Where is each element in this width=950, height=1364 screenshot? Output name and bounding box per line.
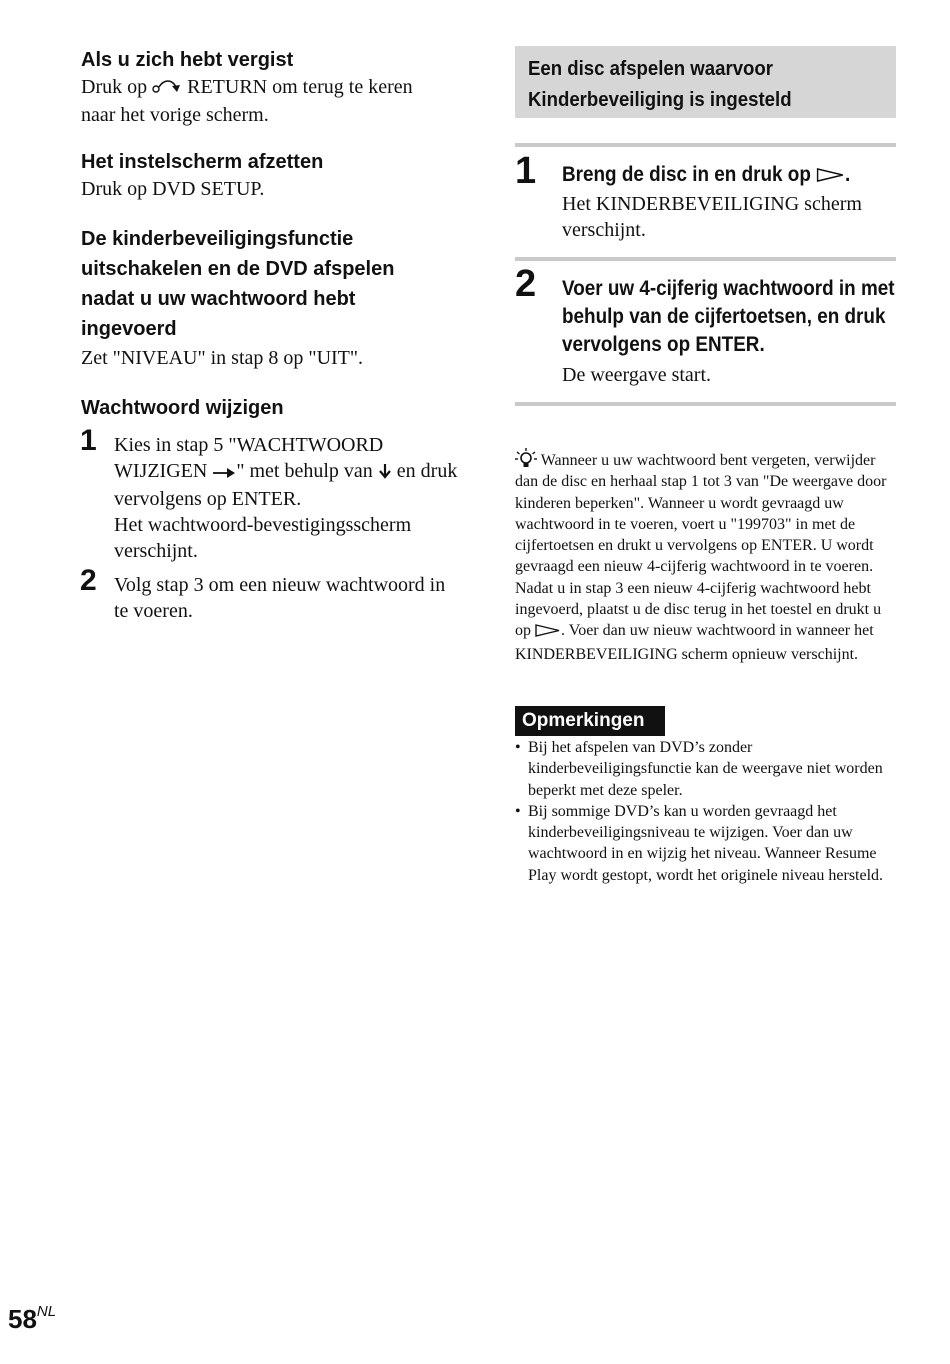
- right-step-1-heading-text: Breng de disc in en druk op: [562, 163, 811, 186]
- down-arrow-icon: [378, 460, 392, 486]
- page-number: [8, 1303, 56, 1335]
- play-icon: [535, 622, 561, 643]
- setup-instruction: Druk op DVD SETUP.: [81, 178, 265, 200]
- tip-lightbulb-icon: [515, 448, 537, 468]
- step-1-text-b: " met behulp van: [236, 460, 373, 482]
- heading-instelscherm-afzetten: Het instelscherm afzetten: [81, 151, 324, 173]
- right-arrow-icon: [212, 460, 236, 486]
- right-step-number-1: 1: [515, 150, 537, 192]
- return-icon: [152, 76, 182, 102]
- heading-kinderbeveiliging-uitschakelen: De kinderbeveiligingsfunctie uitschakelen en de DVD afspelen nadat u uw wachtwoord hebt ingevoerd: [81, 228, 395, 340]
- page-number-suffix: NL: [36, 1303, 57, 1320]
- divider: [515, 402, 896, 406]
- heading-als-u-zich-hebt-vergist: Als u zich hebt vergist: [81, 49, 294, 71]
- section-title-box: [515, 46, 896, 118]
- right-step-2-heading: Voer uw 4-cijferig wachtwoord in met behulp van de cijfertoetsen, en druk vervolgens op ENTER.: [562, 277, 895, 356]
- step-1-text-a: Kies in stap 5 "WACHTWOORD WIJZIGEN: [114, 434, 384, 482]
- tip-text-a: Wanneer u uw wachtwoord bent vergeten, verwijder dan de disc en herhaal stap 1 tot 3 van "De weergave door kinderen beperken". Wanneer u wordt gevraagd uw wachtwoord in te voeren, voert u "199703" in met de cijfertoetsen en drukt u vervolgens op ENTER. U wordt gevraagd een nieuw 4-cijferig wachtwoord in te voeren. Nadat u in stap 3 een nieuw 4-cijferig wachtwoord hebt ingevoerd, plaatst u de disc terug in het toestel en drukt u op: [515, 452, 887, 640]
- step-1-text: [114, 432, 459, 564]
- tip-paragraph: [515, 448, 898, 665]
- step-1-text-d: Het wachtwoord-bevestigingsscherm verschijnt.: [114, 514, 412, 562]
- divider: [515, 143, 896, 147]
- notes-label-text: Opmerkingen: [522, 710, 645, 731]
- niveau-instruction: Zet "NIVEAU" in stap 8 op "UIT".: [81, 347, 364, 369]
- tip-text-b: . Voer dan uw nieuw wachtwoord in wanneer het KINDERBEVEILIGING scherm opnieuw verschijnt.: [515, 622, 874, 663]
- play-icon: [816, 163, 845, 191]
- notes-list: [515, 737, 898, 886]
- step-1-text-c: en druk vervolgens op ENTER.: [114, 460, 458, 510]
- note-text: Bij sommige DVD’s kan u worden gevraagd het kinderbeveiligingsniveau te wijzigen. Voer dan uw wachtwoord in en wijzig het niveau. Wanneer Resume Play wordt gestopt, wordt het originele niveau hersteld.: [528, 802, 884, 884]
- step-number-2: 2: [80, 564, 97, 597]
- right-step-2-text: De weergave start.: [562, 364, 712, 386]
- right-step-1-heading: [562, 161, 864, 191]
- notes-label: [515, 706, 665, 736]
- note-text: Bij het afspelen van DVD’s zonder kinderbeveiligingsfunctie kan de weergave niet worden beperkt met deze speler.: [528, 739, 883, 799]
- step-2-text: Volg stap 3 om een nieuw wachtwoord in te voeren.: [114, 574, 446, 622]
- divider: [515, 257, 896, 261]
- list-item: • Bij het afspelen van DVD’s zonder kinderbeveiligingsfunctie kan de weergave niet worden beperkt met deze speler.: [515, 739, 883, 799]
- right-step-number-2: 2: [515, 263, 537, 305]
- heading-wachtwoord-wijzigen: Wachtwoord wijzigen: [81, 397, 284, 419]
- page-number-value: 58: [8, 1304, 37, 1334]
- right-step-1-text: Het KINDERBEVEILIGING scherm verschijnt.: [562, 193, 862, 241]
- return-text-before: Druk op: [81, 76, 148, 98]
- step-number-1: 1: [80, 424, 97, 457]
- list-item: • Bij sommige DVD’s kan u worden gevraagd het kinderbeveiligingsniveau te wijzigen. Voer dan uw wachtwoord in en wijzig het niveau. Wanneer Resume Play wordt gestopt, wordt het originele niveau hersteld.: [515, 802, 884, 884]
- return-instruction: [81, 74, 451, 128]
- right-step-1-heading-end: .: [844, 163, 851, 186]
- return-text-after: RETURN om terug te keren naar het vorige scherm.: [81, 76, 413, 126]
- section-title: Een disc afspelen waarvoor Kinderbeveiliging is ingesteld: [528, 58, 792, 111]
